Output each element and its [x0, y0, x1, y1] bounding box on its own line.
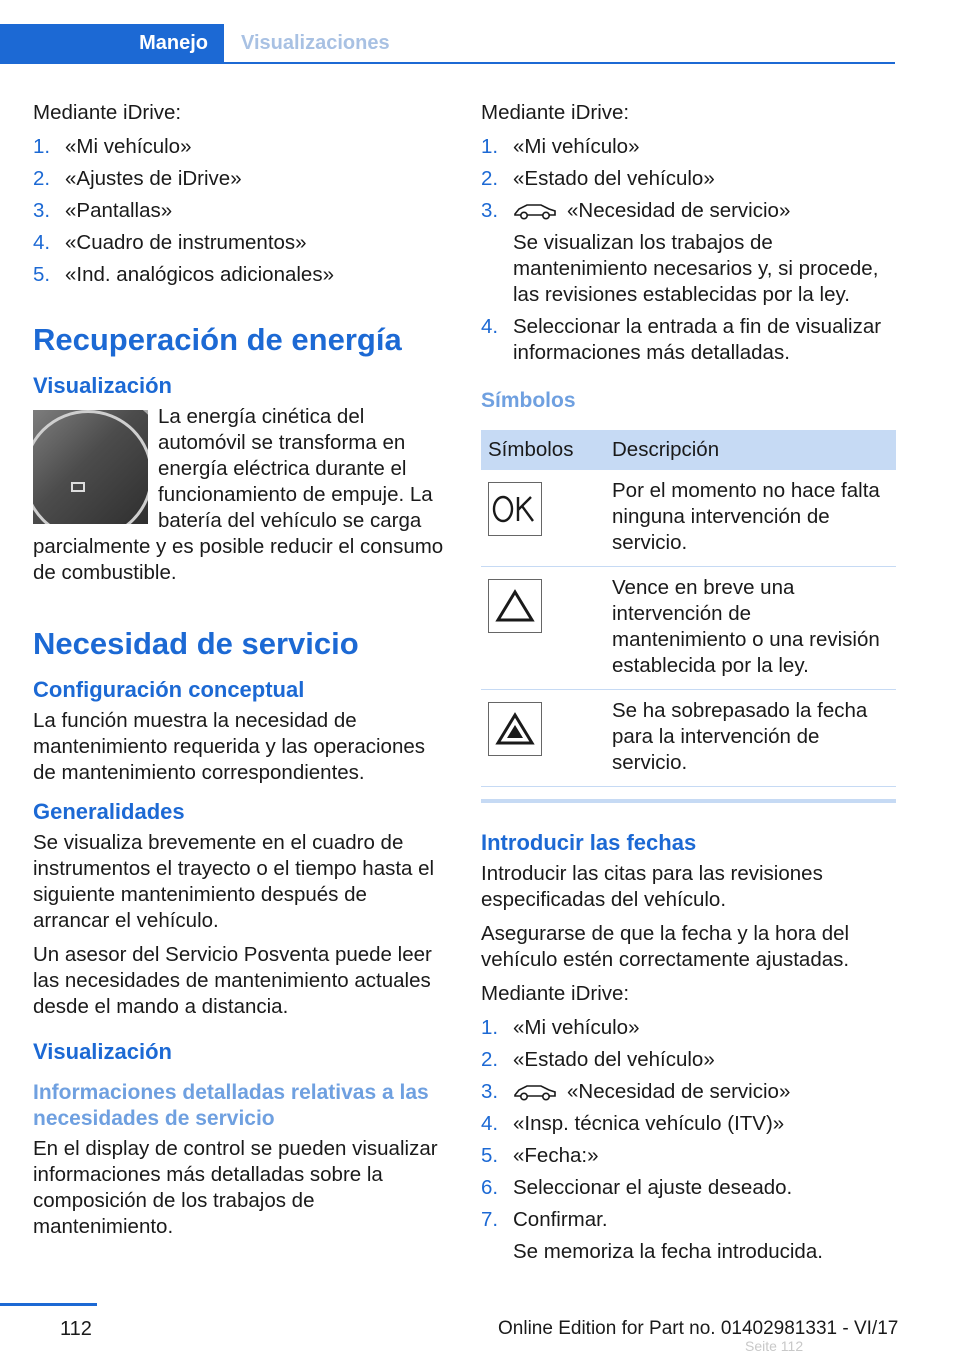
- car-service-icon: [513, 201, 557, 221]
- left-column: [33, 100, 448, 1248]
- heading-visualizacion-2: Visualización: [33, 1039, 172, 1064]
- watermark: Seite 112: [745, 1338, 804, 1354]
- heading-recuperacion: Recuperación de energía: [33, 322, 402, 357]
- recuperacion-text: La energía cinética del automóvil se transforma en energía eléctrica durante el funcionamiento de empuje. La batería del vehículo se carga parcialmente y es posible reducir el consumo de combustible.: [33, 405, 444, 584]
- heading-visualizacion: Visualización: [33, 373, 172, 398]
- steps-list-2: [481, 1015, 896, 1265]
- list-item: 2. «Estado del vehículo»: [481, 1048, 715, 1071]
- list-item: 4. «Cuadro de instrumentos»: [33, 231, 307, 254]
- list-item: 4. «Insp. técnica vehículo (ITV)»: [481, 1112, 785, 1135]
- steps-list: [481, 134, 896, 366]
- step-3-detail: Se visualizan los trabajos de mantenimiento necesarios y, si procede, las revisiones establecidas por la ley.: [513, 231, 879, 306]
- edition-text: Online Edition for Part no. 01402981331 - VI/17: [498, 1318, 899, 1339]
- configuracion-text: La función muestra la necesidad de mantenimiento requerida y las operaciones de mantenimiento correspondientes.: [33, 709, 426, 784]
- efficient-dynamics-gauge-image: [33, 410, 148, 524]
- car-service-icon: [513, 1082, 557, 1102]
- intro-text-2: Mediante iDrive:: [481, 982, 630, 1005]
- page-number: 112: [60, 1318, 92, 1340]
- list-item: 1. «Mi vehículo»: [481, 1016, 640, 1039]
- row-description: Vence en breve una intervención de mantenimiento o una revisión establecida por la ley.: [605, 567, 896, 690]
- list-item: 3. «Necesidad de servicio»: [481, 1080, 791, 1103]
- column-header-descripcion: Descripción: [605, 430, 896, 470]
- list-item: 1. «Mi vehículo»: [33, 135, 192, 158]
- step-7-detail: Se memoriza la fecha introducida.: [513, 1240, 823, 1263]
- row-description: Se ha sobrepasado la fecha para la intervención de servicio.: [605, 690, 896, 787]
- heading-configuracion: Configuración conceptual: [33, 677, 305, 702]
- ok-icon: [488, 482, 542, 536]
- table-header-row: [481, 430, 896, 470]
- list-item: 1. «Mi vehículo»: [481, 135, 640, 158]
- intro-text: Mediante iDrive:: [481, 101, 630, 124]
- list-item: 2. «Estado del vehículo»: [481, 167, 715, 190]
- fechas-text-2: Asegurarse de que la fecha y la hora del vehículo estén correctamente ajustadas.: [481, 922, 850, 971]
- row-description: Por el momento no hace falta ninguna intervención de servicio.: [605, 470, 896, 567]
- list-item: 3. «Pantallas»: [33, 199, 173, 222]
- list-item: 3. «Necesidad de servicio» Se visualizan los trabajos de mantenimiento necesarios y, si procede, las revisiones establecidas por la ley.: [481, 198, 896, 308]
- intro-text: Mediante iDrive:: [33, 101, 182, 124]
- list-item: 2. «Ajustes de iDrive»: [33, 167, 242, 190]
- list-item: 6. Seleccionar el ajuste deseado.: [481, 1176, 793, 1199]
- tab-visualizaciones[interactable]: Visualizaciones: [241, 32, 390, 54]
- warning-triangle-icon: [488, 579, 542, 633]
- recuperacion-block: [33, 404, 448, 586]
- steps-list: [33, 134, 448, 288]
- heading-simbolos: Símbolos: [481, 389, 576, 412]
- heading-necesidad-servicio: Necesidad de servicio: [33, 626, 359, 661]
- list-item: 5. «Ind. analógicos adicionales»: [33, 263, 334, 286]
- right-column: [481, 100, 896, 1271]
- heading-informaciones: Informaciones detalladas relativas a las necesidades de servicio: [33, 1081, 429, 1130]
- list-item: 4. Seleccionar la entrada a fin de visualizar informaciones más detalladas.: [481, 315, 882, 364]
- page-header: [0, 24, 895, 64]
- table-row: [481, 567, 896, 690]
- generalidades-text-2: Un asesor del Servicio Posventa puede leer las necesidades de mantenimiento actuales desde el mando a distancia.: [33, 943, 432, 1018]
- battery-icon: [71, 482, 85, 492]
- table-row: [481, 690, 896, 787]
- table-row: [481, 470, 896, 567]
- warning-triangle-filled-icon: [488, 702, 542, 756]
- table-end-rule: [481, 799, 896, 803]
- heading-generalidades: Generalidades: [33, 799, 185, 824]
- column-header-simbolos: Símbolos: [481, 430, 605, 470]
- fechas-text-1: Introducir las citas para las revisiones especificadas del vehículo.: [481, 862, 823, 911]
- list-item: 5. «Fecha:»: [481, 1144, 599, 1167]
- footer-rule: [0, 1303, 97, 1306]
- symbols-table: [481, 430, 896, 787]
- informaciones-text: En el display de control se pueden visualizar informaciones más detalladas sobre la composición de los trabajos de mantenimiento.: [33, 1137, 438, 1238]
- generalidades-text-1: Se visualiza brevemente en el cuadro de instrumentos el trayecto o el tiempo hasta el siguiente mantenimiento después de arrancar el vehículo.: [33, 831, 435, 932]
- list-item: 7. Confirmar. Se memoriza la fecha introducida.: [481, 1207, 896, 1265]
- tab-manejo[interactable]: Manejo: [0, 24, 224, 62]
- heading-introducir-fechas: Introducir las fechas: [481, 830, 697, 855]
